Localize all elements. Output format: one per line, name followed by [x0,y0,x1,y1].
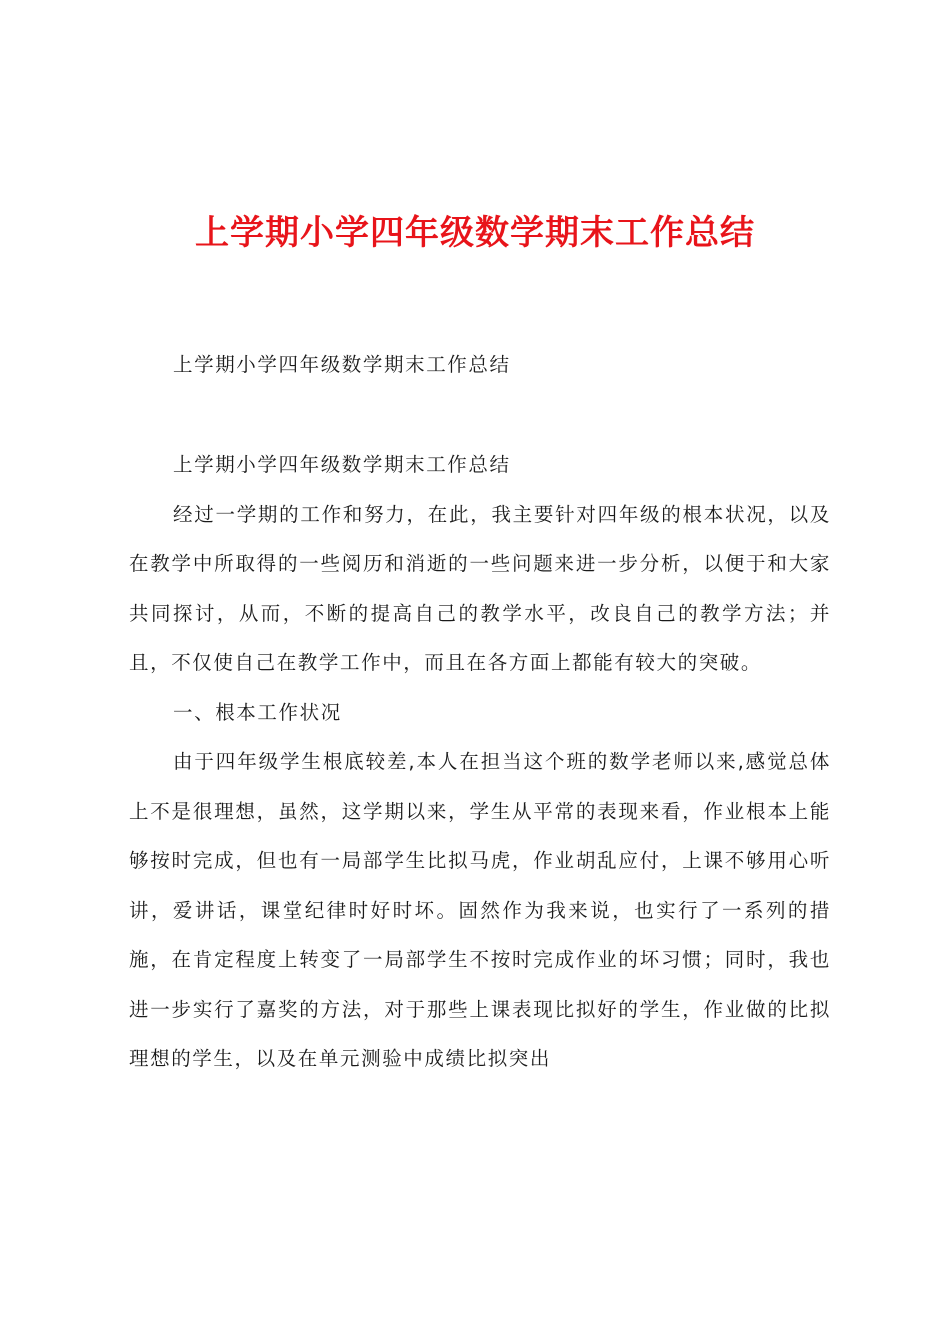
document-subtitle [129,340,831,390]
document-body [129,440,831,1084]
section-heading-basic-work: 一、根本工作状况 [173,700,342,724]
document-title: 上学期小学四年级数学期末工作总结 [195,213,755,253]
body-paragraph-intro: 经过一学期的工作和努力，在此，我主要针对四年级的根本状况，以及在教学中所取得的一些阅历和消逝的一些问题来进一步分析，以便于和大家共同探讨，从而，不断的提高自己的教学水平，改良自己的教学方法；并且，不仅使自己在教学工作中，而且在各方面上都能有较大的突破。 [129,502,831,674]
body-paragraph-heading: 上学期小学四年级数学期末工作总结 [173,453,511,476]
body-paragraph-work-status: 由于四年级学生根底较差,本人在担当这个班的数学老师以来,感觉总体上不是很理想，虽然，这学期以来，学生从平常的表现来看，作业根本上能够按时完成，但也有一局部学生比拟马虎，作业胡乱应付，上课不够用心听讲，爱讲话，课堂纪律时好时坏。固然作为我来说，也实行了一系列的措施，在肯定程度上转变了一局部学生不按时完成作业的坏习惯；同时，我也进一步实行了嘉奖的方法，对于那些上课表现比拟好的学生，作业做的比拟理想的学生，以及在单元测验中成绩比拟突出 [129,750,831,1070]
subtitle-paragraph: 上学期小学四年级数学期末工作总结 [173,353,511,376]
